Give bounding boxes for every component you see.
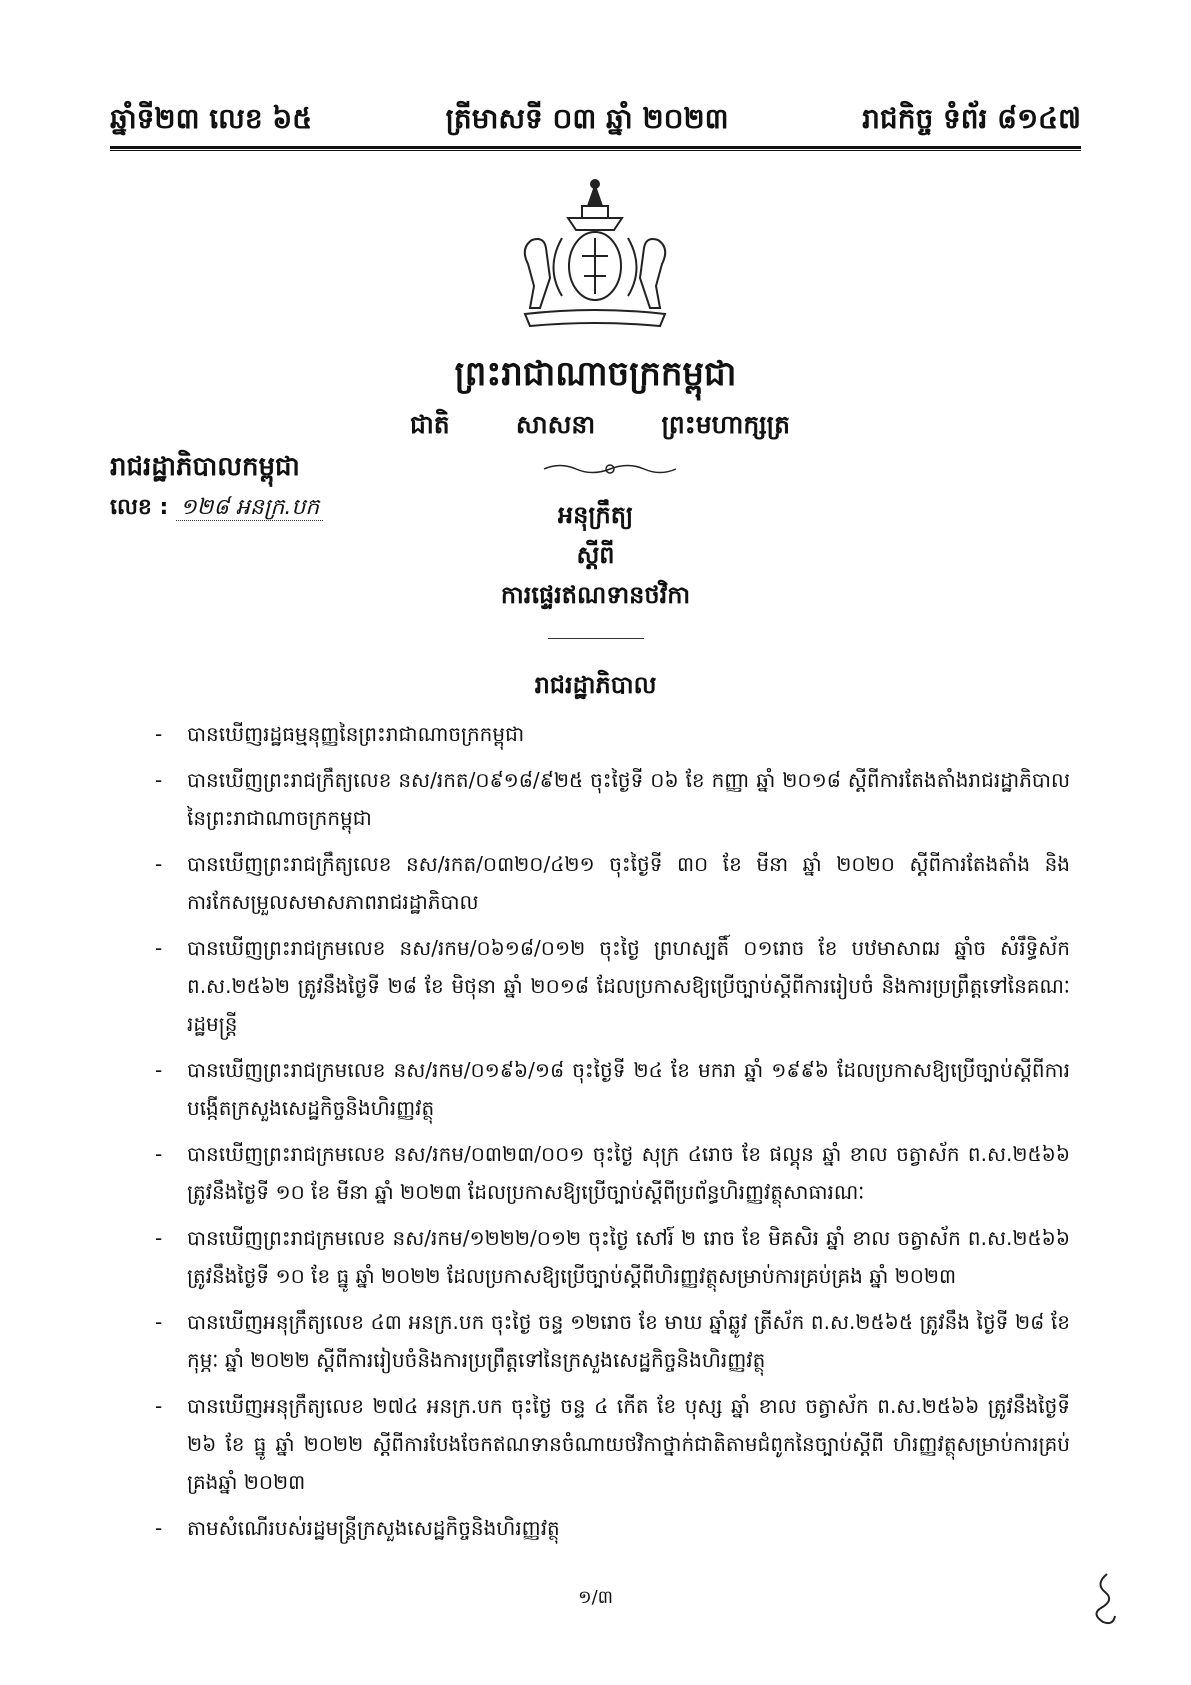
- motto-religion: សាសនា: [515, 410, 596, 439]
- list-item: - បានឃើញអនុក្រឹត្យលេខ ៤៣ អនក្រ.បក ចុះថ្ងៃ ចន្ទ ១២រោច ខែ មាឃ ឆ្នាំឆ្លូវ ត្រីស័ក ព.ស.២៥៦៥ ត្រូវនឹង ថ្ងៃទី ២៨ ខែ កុម្ភៈ ឆ្នាំ ២០២២ ស្តីពីការរៀបចំនិងការប្រព្រឹត្តទៅនៃក្រសួងសេដ្ឋកិច្ចនិងហិរញ្ញវត្ថុ: [155, 1310, 1070, 1372]
- considerations-list: [155, 715, 1070, 1555]
- issuer-name: រាជរដ្ឋាភិបាលកម្ពុជា: [110, 452, 300, 482]
- list-item: - បានឃើញព្រះរាជក្រមលេខ នស/រកម/០៦១៨/០១២ ចុះថ្ងៃ ព្រហស្បតិ៍ ០១រោច ខែ បឋមាសាឍ ឆ្នាំច សំរឹទ្ធិស័ក ព.ស.២៥៦២ ត្រូវនឹងថ្ងៃទី ២៨ ខែ មិថុនា ឆ្នាំ ២០១៨ ដែលប្រកាសឱ្យប្រើច្បាប់ស្តីពីការរៀបចំ និងការប្រព្រឹត្តទៅនៃគណៈរដ្ឋមន្ត្រី: [155, 936, 1070, 1036]
- header-rule-thin: [110, 150, 1081, 151]
- document-subject: ការផ្ទេរឥណទានថវិកា: [500, 581, 691, 609]
- reference-value: ១២៨ អនក្រ.បក: [176, 495, 323, 521]
- royal-coat-of-arms-icon: [510, 178, 680, 338]
- list-item: - បានឃើញព្រះរាជក្រឹត្យលេខ នស/រកត/០៩១៨/៩២៥ ចុះថ្ងៃទី ០៦ ខែ កញ្ញា ឆ្នាំ ២០១៨ ស្តីពីការតែងតាំងរាជរដ្ឋាភិបាលនៃព្រះរាជាណាចក្រកម្ពុជា: [155, 768, 1070, 830]
- kingdom-name: ព្រះរាជាណាចក្រកម្ពុជា: [454, 354, 737, 394]
- list-item: - បានឃើញអនុក្រឹត្យលេខ ២៧៤ អនក្រ.បក ចុះថ្ងៃ ចន្ទ ៤ កើត ខែ បុស្ស ឆ្នាំ ខាល ចត្វាស័ក ព.ស.២៥៦៦ ត្រូវនឹងថ្ងៃទី ២៦ ខែ ធ្នូ ឆ្នាំ ២០២២ ស្តីពីការបែងចែកឥណទានចំណាយថវិកាថ្នាក់ជាតិតាមជំពូកនៃច្បាប់ស្តីពី ហិរញ្ញវត្ថុសម្រាប់ការគ្រប់គ្រងឆ្នាំ ២០២៣: [155, 1394, 1071, 1494]
- gazette-page: រាជកិច្ច ទំព័រ ៨១៤៧: [862, 102, 1081, 135]
- document-regarding: ស្តីពី: [576, 541, 615, 569]
- gazette-header: [110, 82, 1081, 142]
- list-item: - បានឃើញព្រះរាជក្រឹត្យលេខ នស/រកត/០៣២០/៤២១ ចុះថ្ងៃទី ៣០ ខែ មីនា ឆ្នាំ ២០២០ ស្តីពីការតែងតាំង និងការកែសម្រួលសមាសភាពរាជរដ្ឋាភិបាល: [155, 852, 1070, 914]
- initials-signature-icon: [1085, 1570, 1125, 1630]
- ornament-divider-icon: [540, 460, 680, 478]
- list-item: - បានឃើញព្រះរាជក្រមលេខ នស/រកម/០៣២៣/០០១ ចុះថ្ងៃ សុក្រ ៤រោច ខែ ផល្គុន ឆ្នាំ ខាល ចត្វាស័ក ព.ស.២៥៦៦ ត្រូវនឹងថ្ងៃទី ១០ ខែ មីនា ឆ្នាំ ២០២៣ ដែលប្រកាសឱ្យប្រើច្បាប់ស្តីពីប្រព័ន្ធហិរញ្ញវត្ថុសាធារណៈ: [155, 1142, 1070, 1204]
- page-number: ១/៣: [577, 1587, 614, 1608]
- list-item: - តាមសំណើរបស់រដ្ឋមន្ត្រីក្រសួងសេដ្ឋកិច្ចនិងហិរញ្ញវត្ថុ: [155, 1516, 560, 1540]
- issuing-authority: រាជរដ្ឋាភិបាល: [534, 671, 657, 699]
- reference-label: លេខ :: [110, 495, 169, 520]
- national-motto: [410, 410, 790, 446]
- document-type: អនុក្រឹត្យ: [557, 501, 634, 529]
- list-item: - បានឃើញព្រះរាជក្រមលេខ នស/រកម/១២២២/០១២ ចុះថ្ងៃ សៅរ៍ ២ រោច ខែ មិគសិរ ឆ្នាំ ខាល ចត្វាស័ក ព.ស.២៥៦៦ ត្រូវនឹងថ្ងៃទី ១០ ខែ ធ្នូ ឆ្នាំ ២០២២ ដែលប្រកាសឱ្យប្រើច្បាប់ស្តីពីហិរញ្ញវត្ថុសម្រាប់ការគ្រប់គ្រង ឆ្នាំ ២០២៣: [155, 1226, 1070, 1288]
- title-divider: [548, 638, 644, 639]
- motto-king: ព្រះមហាក្សត្រ: [661, 410, 790, 439]
- motto-nation: ជាតិ: [410, 410, 450, 439]
- list-item: - បានឃើញព្រះរាជក្រមលេខ នស/រកម/០១៩៦/១៨ ចុះថ្ងៃទី ២៤ ខែ មករា ឆ្នាំ ១៩៩៦ ដែលប្រកាសឱ្យប្រើច្បាប់ស្តីពីការបង្កើតក្រសួងសេដ្ឋកិច្ចនិងហិរញ្ញវត្ថុ: [155, 1058, 1070, 1120]
- header-rule: [110, 146, 1081, 149]
- list-item: - បានឃើញរដ្ឋធម្មនុញ្ញនៃព្រះរាជាណាចក្រកម្ពុជា: [155, 722, 525, 746]
- gazette-year-issue: ឆ្នាំទី២៣ លេខ ៦៥: [110, 102, 313, 135]
- gazette-quarter: ត្រីមាសទី ០៣ ឆ្នាំ ២០២៣: [445, 102, 729, 135]
